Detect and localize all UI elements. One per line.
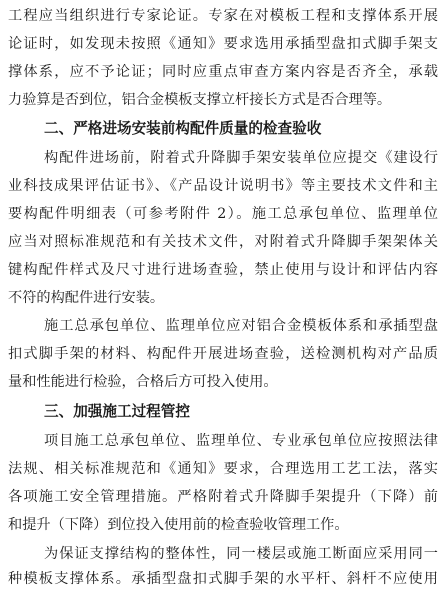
body-text-line: 力验算是否到位，铝合金模板支撑立杆接长方式是否合理等。 xyxy=(8,92,392,108)
section-heading: 二、严格进场安装前构配件质量的检查验收 xyxy=(44,120,322,137)
paragraph-line: 施工总承包单位、监理单位应对铝合金模板体系和承插型盘 xyxy=(44,318,438,334)
body-text-line: 论证时，如发现未按照《通知》要求选用承插型盘扣式脚手架支 xyxy=(8,36,438,52)
paragraph-line: 各项施工安全管理措施。严格附着式升降脚手架提升（下降）前 xyxy=(8,489,438,505)
paragraph-line: 不符的构配件进行安装。 xyxy=(8,290,165,306)
paragraph-line: 量和性能进行检验，合格后方可投入使用。 xyxy=(8,374,278,390)
paragraph-line: 构配件进场前，附着式升降脚手架安装单位应提交《建设行 xyxy=(44,150,438,166)
paragraph-line: 扣式脚手架的材料、构配件开展进场查验，送检测机构对产品质 xyxy=(8,346,438,362)
paragraph-line: 和提升（下降）到位投入使用前的检查验收管理工作。 xyxy=(8,517,349,533)
paragraph-line: 为保证支撑结构的整体性，同一楼层或施工断面应采用同一 xyxy=(44,546,438,562)
paragraph-line: 法规、相关标准规范和《通知》要求，合理选用工艺工法，落实 xyxy=(8,461,438,477)
paragraph-line: 种模板支撑体系。承插型盘扣式脚手架的水平杆、斜杆不应使用 xyxy=(8,571,438,587)
body-text-line: 撑体系，应不予论证；同时应重点审查方案内容是否齐全，承载 xyxy=(8,64,438,80)
body-text-line: 工程应当组织进行专家论证。专家在对模板工程和支撑体系开展 xyxy=(8,8,438,24)
section-heading: 三、加强施工过程管控 xyxy=(44,403,190,420)
paragraph-line: 业科技成果评估证书》、《产品设计说明书》等主要技术文件和主 xyxy=(8,178,438,194)
paragraph-line: 要构配件明细表（可参考附件 2）。施工总承包单位、监理单位 xyxy=(8,206,438,222)
paragraph-line: 项目施工总承包单位、监理单位、专业承包单位应按照法律 xyxy=(44,433,438,449)
paragraph-line: 键构配件样式及尺寸进行进场查验，禁止使用与设计和评估内容 xyxy=(8,262,438,278)
paragraph-line: 应当对照标准规范和有关技术文件，对附着式升降脚手架架体关 xyxy=(8,234,438,250)
